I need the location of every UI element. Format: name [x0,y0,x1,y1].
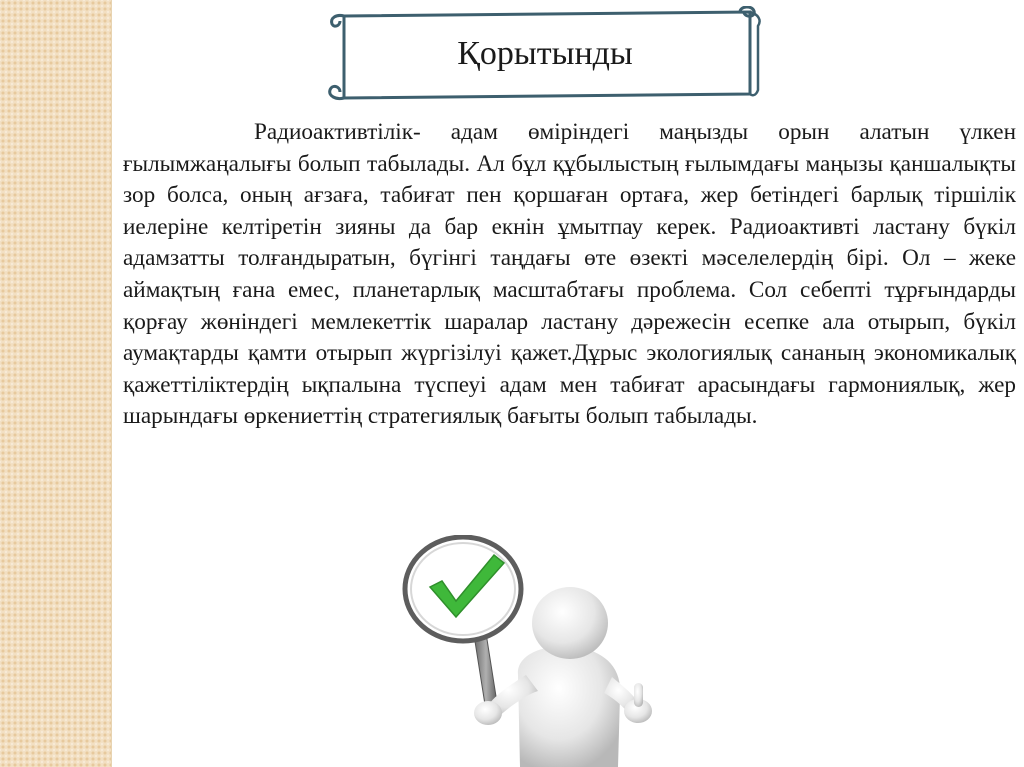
person-illustration [398,535,678,767]
person-with-checkmark-sign-icon [398,535,678,767]
strip-divider [111,0,115,767]
decorative-left-strip [0,0,111,767]
title-banner [326,6,764,104]
slide-title: Қорытынды [457,35,633,72]
body-paragraph: Радиоактивтілік- адам өміріндегі маңызды орын алатын үлкен ғылымжаңалығы болып табылады. Ал бұл құбылыстың ғылымдағы маңызы қаншалықты зор болса, оның ағзаға, табиғат пен қоршаған ортаға, жер бетіндегі барлық тіршілік иелеріне келтіретін зияны да бар екнін ұмытпау керек. Радиоактивті ластану бүкіл адамзатты толғандыратын, бүгінгі таңдағы өте өзекті мәселелердің бірі. Ол – жеке аймақтың ғана емес, планетарлық масштабтағы проблема. Сол себепті тұрғындарды қорғау жөніндегі мемлекеттік шаралар ластану дәрежесін есепке ала отырып, бүкіл аумақтарды қамти отырып жүргізілуі қажет.Дұрыс экологиялық сананың экономикалық қажеттіліктердің ықпалына түспеуі адам мен табиғат арасындағы гармониялық, жер шарындағы өркениеттің стратегиялық бағыты болып табылады. [123,119,1016,430]
